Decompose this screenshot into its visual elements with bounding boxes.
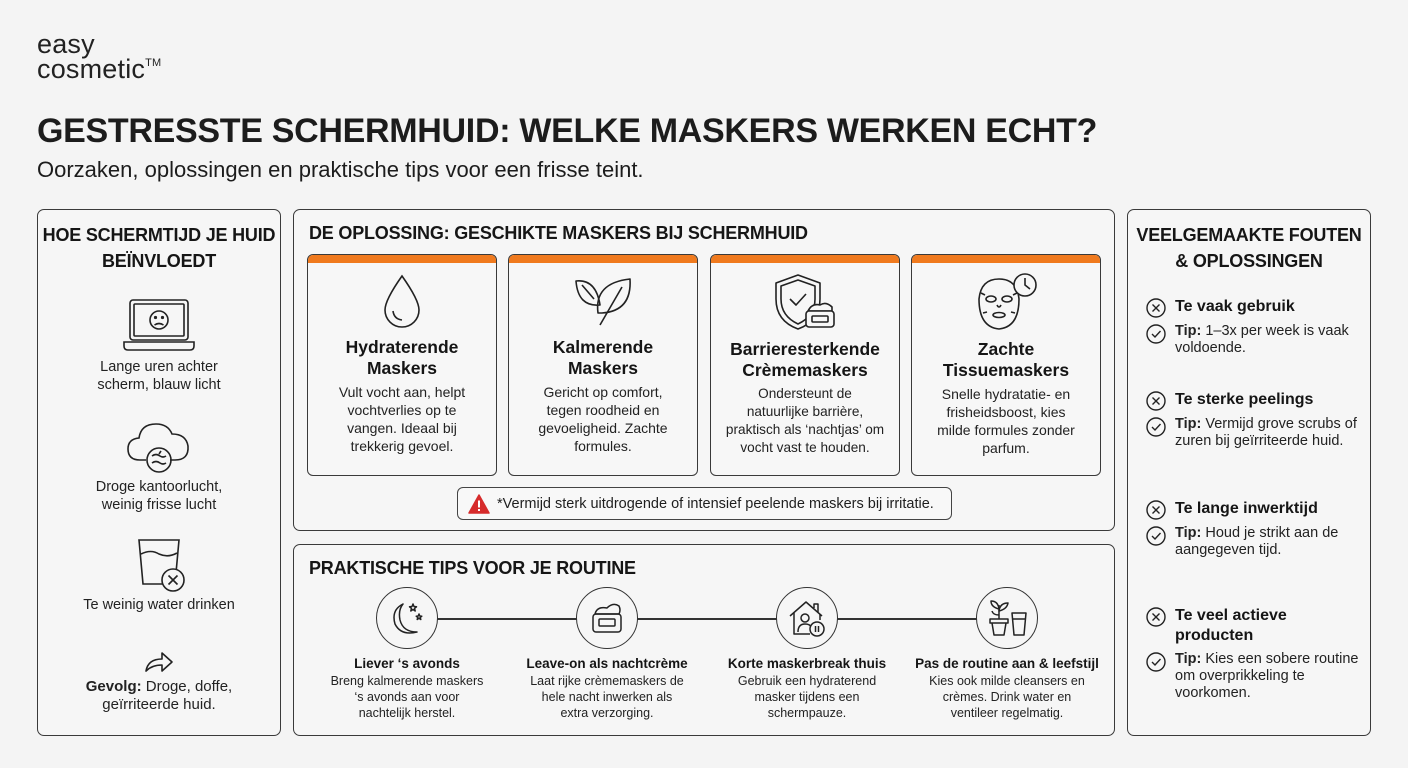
card-title-line-1: Hydraterende: [345, 337, 459, 357]
result-label: Gevolg:: [85, 678, 142, 695]
mistake-item: [1146, 390, 1360, 450]
check-circle-icon: [1146, 526, 1166, 546]
tip-description: [507, 673, 707, 721]
leaves-icon: [572, 273, 634, 329]
mistake-label: Te sterke peelings: [1175, 391, 1314, 408]
solutions-panel: [293, 209, 1115, 531]
result-text-line-1: Droge, doffe,: [141, 678, 233, 695]
result-text-line-2: geïrriteerde huid.: [102, 696, 216, 713]
causes-title: HOE SCHERMTIJD JE HUID BEÏNVLOEDT: [42, 225, 276, 271]
check-circle-icon: [1146, 324, 1166, 344]
mistake-label: Te vaak gebruik: [1175, 298, 1295, 315]
x-circle-icon: [1146, 607, 1166, 627]
tip-desc-line: extra verzorging.: [560, 706, 654, 720]
card-desc-line: formules.: [574, 438, 632, 454]
card-description: [308, 383, 496, 455]
x-circle-icon: [1146, 298, 1166, 318]
tip-text: Vermijd grove scrubs of zuren bij geïrriteerde huid.: [1175, 416, 1357, 449]
card-desc-line: vangen. Ideaal bij: [347, 420, 457, 436]
card-title-line-1: Zachte: [977, 339, 1035, 359]
tip-label: Tip:: [1175, 651, 1202, 667]
tip-text: 1–3x per week is vaak voldoende.: [1175, 323, 1349, 356]
mask-card-sheet: [911, 254, 1101, 476]
home-pause-icon: [786, 598, 828, 638]
shield-cream-jar-icon: [772, 273, 838, 331]
tip-title: Korte maskerbreak thuis: [727, 656, 887, 671]
cream-jar-icon: [587, 600, 627, 636]
sheet-mask-clock-icon: [973, 273, 1039, 331]
check-circle-icon: [1146, 652, 1166, 672]
tip-icon-circle: [776, 587, 838, 649]
card-desc-line: gevoeligheid. Zachte: [538, 420, 668, 436]
page-subtitle: Oorzaken, oplossingen en praktische tips voor een frisse teint.: [37, 157, 644, 182]
tip-item: [707, 587, 907, 721]
tip-title: Liever ‘s avonds: [354, 656, 460, 671]
tip-desc-line: masker tijdens een: [754, 690, 860, 704]
card-desc-line: milde formules zonder: [937, 422, 1075, 438]
tip-desc-line: hele nacht inwerken als: [541, 690, 673, 704]
tip-description: [707, 673, 907, 721]
tip-item: [907, 587, 1107, 721]
trademark: TM: [145, 57, 162, 69]
tip-desc-line: Gebruik een hydraterend: [737, 674, 877, 688]
mask-card-calming: [508, 254, 698, 476]
glass-water-x-icon: [129, 536, 189, 592]
warning-note: [457, 487, 952, 520]
solutions-title: DE OPLOSSING: GESCHIKTE MASKERS BIJ SCHERMHUID: [309, 223, 808, 243]
water-drop-icon: [382, 273, 422, 329]
accent-bar: [711, 255, 899, 263]
accent-bar: [912, 255, 1100, 263]
card-desc-line: Gericht op comfort,: [543, 384, 663, 400]
accent-bar: [509, 255, 697, 263]
mistake-item: [1146, 499, 1360, 559]
tip-item: [307, 587, 507, 721]
laptop-sad-face-icon: [122, 298, 196, 354]
check-circle-icon: [1146, 417, 1166, 437]
causes-panel: [37, 209, 281, 736]
card-description: [711, 385, 899, 457]
card-title-line-2: Tissuemaskers: [942, 360, 1070, 380]
mistake-item: [1146, 297, 1360, 357]
mistakes-panel: [1127, 209, 1371, 736]
card-title-line-2: Maskers: [366, 358, 438, 378]
brand-line-2: cosmetic: [37, 54, 146, 84]
card-title-line-2: Maskers: [567, 358, 639, 378]
card-description: [912, 385, 1100, 457]
card-desc-line: parfum.: [982, 440, 1030, 456]
cause-text-line-1: Droge kantoorlucht,: [95, 479, 223, 495]
tip-text: Houd je strikt aan de aangegeven tijd.: [1175, 525, 1339, 558]
tip-title: Leave-on als nachtcrème: [526, 656, 688, 671]
brand-logo: [37, 29, 162, 88]
tip-icon-circle: [976, 587, 1038, 649]
tip-desc-line: ‘s avonds aan voor: [354, 690, 460, 704]
tip-label: Tip:: [1175, 416, 1202, 432]
cause-text-line-1: Te weinig water drinken: [83, 597, 235, 613]
card-title-line-1: Barrieresterkende: [730, 339, 880, 359]
brand-line-1: easy: [37, 29, 95, 59]
plant-water-glass-icon: [986, 599, 1028, 637]
tip-icon-circle: [576, 587, 638, 649]
tip-desc-line: nachtelijk herstel.: [358, 706, 456, 720]
card-desc-line: praktisch als ‘nachtjas’ om: [725, 422, 885, 437]
cause-item: [38, 298, 280, 394]
x-circle-icon: [1146, 391, 1166, 411]
card-desc-line: natuurlijke barrière,: [746, 404, 864, 419]
mistakes-title: VEELGEMAAKTE FOUTEN & OPLOSSINGEN: [1136, 225, 1362, 271]
mistake-label: Te lange inwerktijd: [1175, 500, 1318, 517]
card-desc-line: frisheidsboost, kies: [946, 404, 1066, 420]
tip-text: Kies een sobere routine om overprikkeling te voorkomen.: [1175, 651, 1359, 701]
card-description: [509, 383, 697, 455]
cause-result: [38, 648, 280, 714]
card-desc-line: Snelle hydratatie- en: [941, 386, 1071, 402]
card-desc-line: Ondersteunt de: [758, 386, 852, 401]
card-desc-line: trekkerig gevoel.: [350, 438, 454, 454]
cause-item: [38, 418, 280, 514]
warning-text: *Vermijd sterk uitdrogende of intensief peelende maskers bij irritatie.: [497, 495, 934, 512]
tip-desc-line: schermpauze.: [767, 706, 847, 720]
tip-desc-line: Laat rijke crèmemaskers de: [530, 674, 684, 688]
card-desc-line: tegen roodheid en: [546, 402, 660, 418]
tip-title: Pas de routine aan & leefstijl: [915, 656, 1099, 671]
mistake-item: [1146, 606, 1360, 702]
page-title: GESTRESSTE SCHERMHUID: WELKE MASKERS WERKEN ECHT?: [37, 112, 1098, 150]
cloud-dry-air-icon: [124, 418, 194, 474]
tip-description: [307, 673, 507, 721]
tip-desc-line: Breng kalmerende maskers: [330, 674, 484, 688]
accent-bar: [308, 255, 496, 263]
cause-item: [38, 536, 280, 614]
cause-text-line-1: Lange uren achter: [100, 359, 218, 375]
tip-icon-circle: [376, 587, 438, 649]
moon-stars-icon: [387, 598, 427, 638]
warning-triangle-icon: [468, 494, 490, 514]
tip-description: [907, 673, 1107, 721]
tip-desc-line: Kies ook milde cleansers en: [929, 674, 1085, 688]
card-desc-line: vochtverlies op te: [347, 402, 457, 418]
tip-label: Tip:: [1175, 525, 1202, 541]
tip-label: Tip:: [1175, 323, 1202, 339]
card-desc-line: vocht vast te houden.: [740, 440, 870, 455]
tip-desc-line: crèmes. Drink water en: [942, 690, 1072, 704]
arrow-forward-icon: [142, 648, 176, 674]
tip-desc-line: ventileer regelmatig.: [950, 706, 1064, 720]
cause-text-line-2: scherm, blauw licht: [97, 377, 221, 393]
tips-panel: [293, 544, 1115, 736]
tips-title: PRAKTISCHE TIPS VOOR JE ROUTINE: [309, 558, 636, 578]
cause-text-line-2: weinig frisse lucht: [101, 497, 217, 513]
card-title-line-2: Crèmemaskers: [742, 360, 868, 380]
mask-card-barrier-cream: [710, 254, 900, 476]
card-desc-line: Vult vocht aan, helpt: [338, 384, 466, 400]
mistake-label: Te veel actieve producten: [1175, 607, 1287, 644]
x-circle-icon: [1146, 500, 1166, 520]
card-title-line-1: Kalmerende: [552, 337, 654, 357]
mask-card-hydrating: [307, 254, 497, 476]
tip-item: [507, 587, 707, 721]
